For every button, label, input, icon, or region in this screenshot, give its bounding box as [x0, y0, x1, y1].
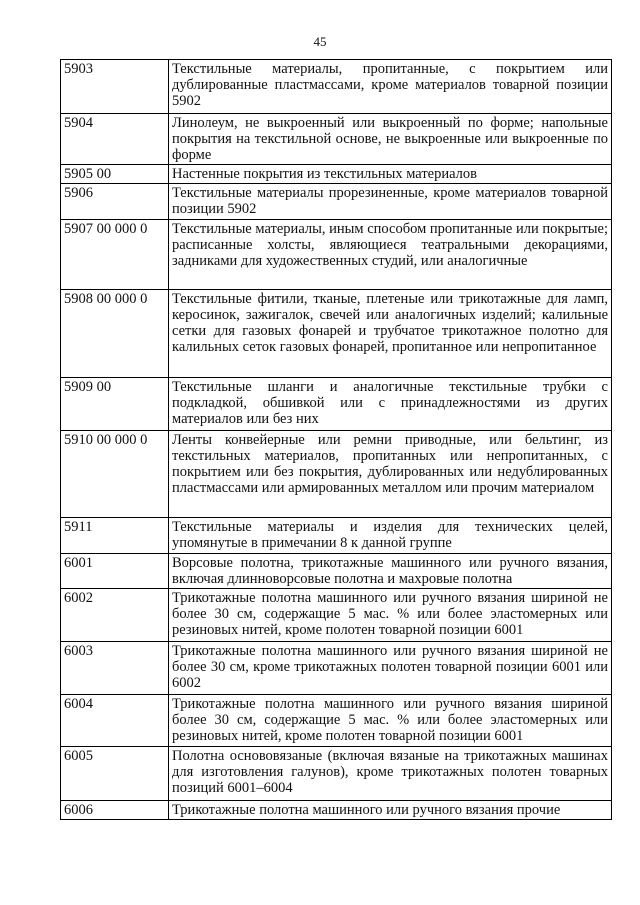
code-cell: 6002 — [61, 589, 169, 642]
code-cell: 5904 — [61, 114, 169, 165]
description-cell: Трикотажные полотна машинного или ручного вязания прочие — [169, 801, 612, 820]
table-row — [61, 220, 612, 290]
description-cell: Текстильные материалы, пропитанные, с покрытием или дублированные пластмассами, кроме материалов товарной позиции 5902 — [169, 60, 612, 114]
table-row — [61, 431, 612, 518]
code-cell: 6005 — [61, 747, 169, 801]
table-row — [61, 165, 612, 184]
code-cell: 6003 — [61, 642, 169, 695]
table-row — [61, 60, 612, 114]
code-cell: 5910 00 000 0 — [61, 431, 169, 518]
table-row — [61, 695, 612, 747]
description-cell: Текстильные фитили, тканые, плетеные или трикотажные для ламп, керосинок, зажигалок, свечей или аналогичных изделий; калильные сетки для газовых фонарей и трубчатое трикотажное полотно для калильных сеток газовых фонарей, пропитанное или непропитанное — [169, 290, 612, 378]
description-cell: Текстильные материалы прорезиненные, кроме материалов товарной позиции 5902 — [169, 184, 612, 220]
description-cell: Ленты конвейерные или ремни приводные, или бельтинг, из текстильных материалов, пропитанных или непропитанных, с покрытием или без покрытия, дублированных или недублированных пластмассами или армированных металлом или прочим материалом — [169, 431, 612, 518]
table-row — [61, 290, 612, 378]
description-cell: Текстильные материалы, иным способом пропитанные или покрытые; расписанные холсты, являющиеся театральными декорациями, задниками для художественных студий, или аналогичные — [169, 220, 612, 290]
description-cell: Ворсовые полотна, трикотажные машинного или ручного вязания, включая длинноворсовые полотна и махровые полотна — [169, 554, 612, 589]
table-row — [61, 589, 612, 642]
description-cell: Текстильные материалы и изделия для технических целей, упомянутые в примечании 8 к данной группе — [169, 518, 612, 554]
table-row — [61, 378, 612, 431]
table-row — [61, 554, 612, 589]
code-cell: 5906 — [61, 184, 169, 220]
code-cell: 5908 00 000 0 — [61, 290, 169, 378]
code-cell: 5903 — [61, 60, 169, 114]
description-cell: Настенные покрытия из текстильных материалов — [169, 165, 612, 184]
code-cell: 5909 00 — [61, 378, 169, 431]
code-cell: 5907 00 000 0 — [61, 220, 169, 290]
description-cell: Полотна основовязаные (включая вязаные на трикотажных машинах для изготовления галунов), кроме трикотажных полотен товарных позиций 6001–6004 — [169, 747, 612, 801]
code-cell: 5905 00 — [61, 165, 169, 184]
page-number: 45 — [313, 34, 327, 49]
table-row — [61, 747, 612, 801]
code-cell: 6001 — [61, 554, 169, 589]
description-cell: Трикотажные полотна машинного или ручного вязания шириной более 30 см, содержащие 5 мас. % или более эластомерных или резиновых нитей, кроме полотен товарной позиции 6001 — [169, 695, 612, 747]
table-row — [61, 801, 612, 820]
description-cell: Текстильные шланги и аналогичные текстильные трубки с подкладкой, обшивкой или с принадлежностями из других материалов или без них — [169, 378, 612, 431]
table-row — [61, 114, 612, 165]
description-cell: Трикотажные полотна машинного или ручного вязания шириной не более 30 см, содержащие 5 мас. % или более эластомерных или резиновых нитей, кроме полотен товарной позиции 6001 — [169, 589, 612, 642]
description-cell: Трикотажные полотна машинного или ручного вязания шириной не более 30 см, кроме трикотажных полотен товарной позиции 6001 или 6002 — [169, 642, 612, 695]
description-cell: Линолеум, не выкроенный или выкроенный по форме; напольные покрытия на текстильной основе, не выкроенные или выкроенные по форме — [169, 114, 612, 165]
code-cell: 6004 — [61, 695, 169, 747]
tariff-code-table — [60, 59, 612, 820]
table-row — [61, 184, 612, 220]
table-row — [61, 642, 612, 695]
code-cell: 6006 — [61, 801, 169, 820]
table-row — [61, 518, 612, 554]
code-cell: 5911 — [61, 518, 169, 554]
